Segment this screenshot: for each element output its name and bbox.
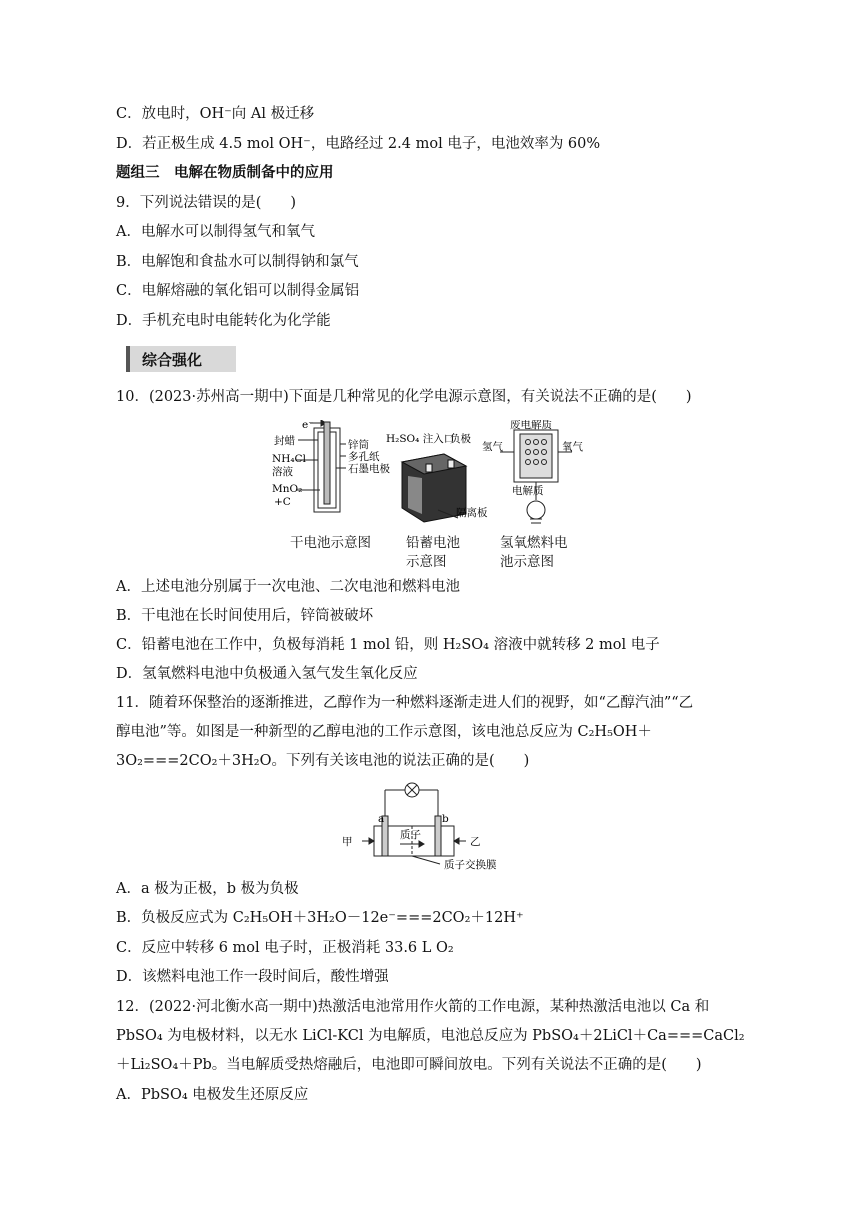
label-porous-paper: 多孔纸 xyxy=(348,451,380,463)
label-waste-electrolyte: 废电解质 xyxy=(510,420,552,431)
option-a-q12: A．PbSO₄ 电极发生还原反应 xyxy=(116,1087,309,1103)
question-12-line-2: PbSO₄ 为电极材料，以无水 LiCl-KCl 为电解质，电池总反应为 PbSO₄＋2LiCl＋Ca===CaCl₂ xyxy=(116,1028,745,1044)
label-nh4cl: NH₄Cl xyxy=(272,453,306,465)
label-yi: 乙 xyxy=(470,836,481,848)
option-a-q11: A．a 极为正极，b 极为负极 xyxy=(116,881,299,897)
label-electrode-b: b xyxy=(442,813,449,825)
option-d-q9: D．手机充电时电能转化为化学能 xyxy=(116,313,331,329)
caption-fuel-cell-2: 池示意图 xyxy=(500,554,554,570)
section-heading-bar xyxy=(126,346,130,372)
option-d-q8: D．若正极生成 4.5 mol OH⁻，电路经过 2.4 mol 电子，电池效率为 60% xyxy=(116,136,601,152)
battery-diagrams xyxy=(268,420,588,530)
label-proton: 质子 xyxy=(400,829,421,841)
option-c-q11: C．反应中转移 6 mol 电子时，正极消耗 33.6 L O₂ xyxy=(116,940,454,956)
label-h2so4-inlet: H₂SO₄ 注入口 xyxy=(386,433,455,445)
label-jia: 甲 xyxy=(342,836,353,848)
caption-fuel-cell-1: 氢氧燃料电 xyxy=(500,535,568,551)
label-mno2: MnO₂ xyxy=(272,483,303,495)
question-12-line-1: 12．(2022·河北衡水高一期中)热激活电池常用作火箭的工作电源，某种热激活电池以 Ca 和 xyxy=(116,999,710,1015)
option-c-q9: C．电解熔融的氧化铝可以制得金属铝 xyxy=(116,283,360,299)
question-10: 10．(2023·苏州高一期中)下面是几种常见的化学电源示意图，有关说法不正确的是( ) xyxy=(116,389,692,405)
option-b-q11: B．负极反应式为 C₂H₅OH＋3H₂O－12e⁻===2CO₂＋12H⁺ xyxy=(116,910,524,926)
label-hydrogen: 氢气 xyxy=(482,441,503,453)
question-11-line-1: 11．随着环保整治的逐渐推进，乙醇作为一种燃料逐渐走进人们的视野，如“乙醇汽油”“乙 xyxy=(116,695,694,711)
option-a-q9: A．电解水可以制得氢气和氧气 xyxy=(116,224,315,240)
label-oxygen: 氧气 xyxy=(562,441,583,453)
caption-dry-cell: 干电池示意图 xyxy=(290,535,371,551)
label-graphite-electrode: 石墨电极 xyxy=(348,463,390,475)
label-solution: 溶液 xyxy=(272,466,293,478)
ethanol-cell-figure xyxy=(340,778,530,870)
label-negative-pole: 负极 xyxy=(450,433,471,445)
label-zinc-can: 锌筒 xyxy=(348,439,369,451)
dry-cell-diagram xyxy=(296,420,346,512)
question-9: 9．下列说法错误的是( ) xyxy=(116,195,297,211)
label-electrolyte: 电解质 xyxy=(512,485,544,497)
section-heading: 综合强化 xyxy=(142,351,203,369)
label-electron: e⁻ xyxy=(302,420,314,431)
option-c-q8: C．放电时，OH⁻向 Al 极迁移 xyxy=(116,106,315,122)
label-seal-wax: 封蜡 xyxy=(274,435,295,447)
label-electrode-a: a xyxy=(378,813,385,825)
option-c-q10: C．铅蓄电池在工作中，负极每消耗 1 mol 铅，则 H₂SO₄ 溶液中就转移 2 mol 电子 xyxy=(116,637,660,653)
question-12-line-3: ＋Li₂SO₄＋Pb。当电解质受热熔融后，电池即可瞬间放电。下列有关说法不正确的是( ) xyxy=(116,1057,702,1073)
section-heading-band xyxy=(126,346,236,372)
option-a-q10: A．上述电池分别属于一次电池、二次电池和燃料电池 xyxy=(116,579,460,595)
battery-figure xyxy=(268,420,588,530)
option-b-q9: B．电解饱和食盐水可以制得钠和氯气 xyxy=(116,254,359,270)
question-11-line-2: 醇电池”等。如图是一种新型的乙醇电池的工作示意图，该电池总反应为 C₂H₅OH＋ xyxy=(116,724,652,740)
option-d-q11: D．该燃料电池工作一段时间后，酸性增强 xyxy=(116,969,389,985)
label-proton-exchange-membrane: 质子交换膜 xyxy=(444,859,497,870)
question-11-line-3: 3O₂===2CO₂＋3H₂O。下列有关该电池的说法正确的是( ) xyxy=(116,753,530,769)
caption-lead-acid-2: 示意图 xyxy=(406,554,447,570)
label-separator: 隔离板 xyxy=(456,507,488,519)
label-carbon: +C xyxy=(274,496,291,508)
group-heading: 题组三 电解在物质制备中的应用 xyxy=(116,164,334,181)
ethanol-cell-diagram xyxy=(340,778,530,870)
option-b-q10: B．干电池在长时间使用后，锌筒被破坏 xyxy=(116,608,374,624)
option-d-q10: D．氢氧燃料电池中负极通入氢气发生氧化反应 xyxy=(116,666,418,682)
caption-lead-acid-1: 铅蓄电池 xyxy=(406,535,460,551)
